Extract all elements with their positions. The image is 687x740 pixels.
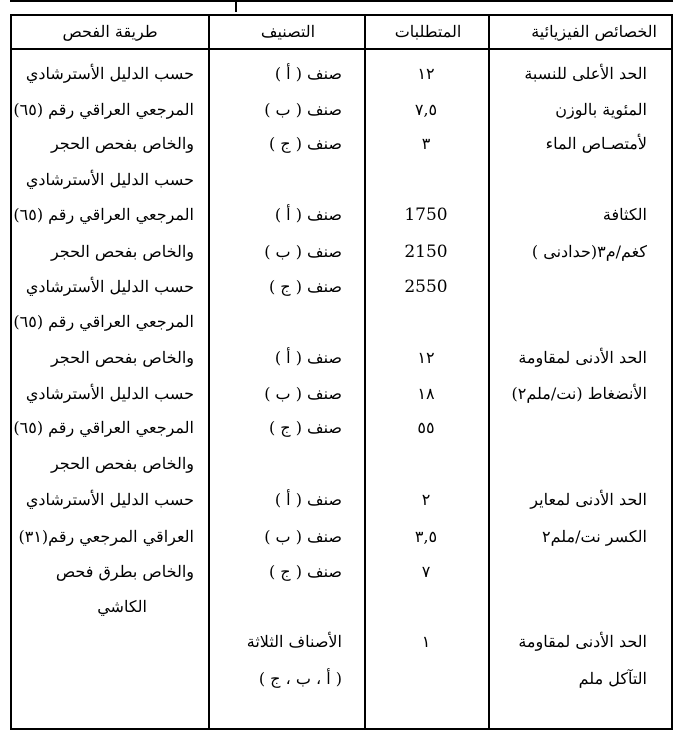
- column-divider: [488, 14, 490, 730]
- method-line: المرجعي العراقي رقم (٦٥): [13, 312, 194, 331]
- value-absorption-c: ٣: [421, 134, 431, 153]
- class-breaking-b: صنف ( ب ): [264, 527, 342, 546]
- class-density-a: صنف ( أ ): [274, 205, 342, 224]
- property-absorption-line-2: المئوية بالوزن: [555, 100, 647, 119]
- value-breaking-a: ٢: [421, 490, 431, 509]
- class-density-b: صنف ( ب ): [264, 242, 342, 261]
- method-line: والخاص بفحص الحجر: [50, 242, 194, 261]
- method-line: والخاص بطرق فحص: [55, 562, 194, 581]
- column-divider: [208, 14, 210, 730]
- class-breaking-c: صنف ( ج ): [268, 562, 342, 581]
- property-compression-line-2: الأنضغاط (نت/ملم٢): [511, 384, 647, 403]
- class-abrasion-list: ( أ ، ب ، ج ): [258, 669, 342, 688]
- value-density-b: 2150: [404, 242, 448, 262]
- method-line: والخاص بفحص الحجر: [50, 134, 194, 153]
- value-compression-b: ١٨: [417, 384, 435, 403]
- method-line: حسب الدليل الأسترشادي: [25, 170, 194, 189]
- class-absorption-b: صنف ( ب ): [264, 100, 342, 119]
- column-divider: [364, 14, 366, 730]
- value-breaking-c: ٧: [421, 562, 431, 581]
- value-density-a: 1750: [404, 205, 448, 225]
- method-line: المرجعي العراقي رقم (٦٥): [13, 205, 194, 224]
- method-line: العراقي المرجعي رقم(٣١): [18, 527, 194, 546]
- class-abrasion-all: الأصناف الثلاثة: [246, 632, 342, 651]
- method-line: حسب الدليل الأسترشادي: [25, 277, 194, 296]
- value-breaking-b: ٣,٥: [414, 527, 438, 546]
- method-line: حسب الدليل الأسترشادي: [25, 64, 194, 83]
- property-compression-line-1: الحد الأدنى لمقاومة: [518, 348, 647, 367]
- header-requirements: المتطلبات: [394, 22, 462, 41]
- header-divider: [10, 48, 673, 50]
- property-density-line-2: كغم/م٣(حدادنى ): [531, 242, 647, 261]
- method-line: حسب الدليل الأسترشادي: [25, 384, 194, 403]
- value-compression-c: ٥٥: [417, 418, 435, 437]
- method-line: المرجعي العراقي رقم (٦٥): [13, 418, 194, 437]
- method-line: والخاص بفحص الحجر: [50, 454, 194, 473]
- class-density-c: صنف ( ج ): [268, 277, 342, 296]
- class-absorption-c: صنف ( ج ): [268, 134, 342, 153]
- property-absorption-line-3: لأمتصـاص الماء: [545, 134, 647, 153]
- method-line: الكاشي: [97, 597, 147, 616]
- method-line: حسب الدليل الأسترشادي: [25, 490, 194, 509]
- property-abrasion-line-1: الحد الأدنى لمقاومة: [518, 632, 647, 651]
- class-compression-c: صنف ( ج ): [268, 418, 342, 437]
- property-abrasion-line-2: التآكل ملم: [578, 669, 647, 688]
- property-absorption-line-1: الحد الأعلى للنسبة: [524, 64, 647, 83]
- value-compression-a: ١٢: [417, 348, 435, 367]
- value-absorption-b: ٧,٥: [414, 100, 438, 119]
- header-properties: الخصائص الفيزيائية: [531, 22, 657, 41]
- method-line: المرجعي العراقي رقم (٦٥): [13, 100, 194, 119]
- class-compression-a: صنف ( أ ): [274, 348, 342, 367]
- property-breaking-line-2: الكسر نت/ملم٢: [541, 527, 647, 546]
- spec-table: [10, 14, 673, 730]
- class-absorption-a: صنف ( أ ): [274, 64, 342, 83]
- value-density-c: 2550: [404, 277, 448, 297]
- table-top-mark: [235, 2, 243, 12]
- value-abrasion: ١: [421, 632, 431, 651]
- class-compression-b: صنف ( ب ): [264, 384, 342, 403]
- method-line: والخاص بفحص الحجر: [50, 348, 194, 367]
- header-method: طريقة الفحص: [62, 22, 158, 41]
- property-density-line-1: الكثافة: [602, 205, 647, 224]
- value-absorption-a: ١٢: [417, 64, 435, 83]
- class-breaking-a: صنف ( أ ): [274, 490, 342, 509]
- table-top-rule: [10, 0, 673, 4]
- property-breaking-line-1: الحد الأدنى لمعاير: [530, 490, 647, 509]
- header-classification: التصنيف: [260, 22, 316, 41]
